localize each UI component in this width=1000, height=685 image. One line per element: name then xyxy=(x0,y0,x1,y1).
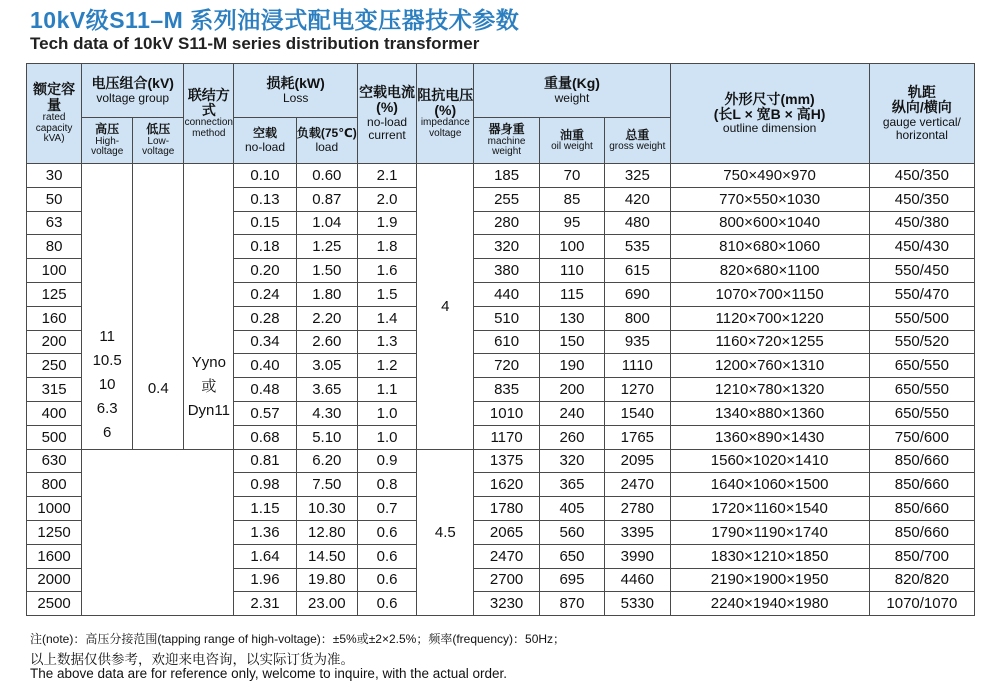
cell-machine-weight: 1170 xyxy=(474,425,539,449)
cell-oil-weight: 110 xyxy=(539,259,604,283)
cell-no-load-loss: 0.57 xyxy=(234,401,296,425)
cell-dimension: 1790×1190×1740 xyxy=(670,520,869,544)
cell-machine-weight: 320 xyxy=(474,235,539,259)
cell-capacity: 2000 xyxy=(27,568,82,592)
cell-oil-weight: 560 xyxy=(539,520,604,544)
cell-machine-weight: 720 xyxy=(474,354,539,378)
cell-machine-weight: 2065 xyxy=(474,520,539,544)
cell-no-load-loss: 0.28 xyxy=(234,306,296,330)
cell-no-load-loss: 0.20 xyxy=(234,259,296,283)
cell-dimension: 1640×1060×1500 xyxy=(670,473,869,497)
cell-no-load-current: 1.9 xyxy=(357,211,416,235)
cell-machine-weight: 185 xyxy=(474,164,539,188)
cell-no-load-loss: 0.34 xyxy=(234,330,296,354)
cell-oil-weight: 260 xyxy=(539,425,604,449)
cell-no-load-current: 2.0 xyxy=(357,187,416,211)
cell-dimension: 1160×720×1255 xyxy=(670,330,869,354)
header-dimension: 外形尺寸(mm) (长L × 宽B × 高H) outline dimension xyxy=(670,64,869,164)
cell-dimension: 820×680×1100 xyxy=(670,259,869,283)
cell-load-loss: 1.04 xyxy=(296,211,357,235)
cell-no-load-current: 1.0 xyxy=(357,401,416,425)
cell-gauge: 450/380 xyxy=(869,211,974,235)
cell-capacity: 63 xyxy=(27,211,82,235)
cell-machine-weight: 3230 xyxy=(474,592,539,616)
cell-capacity: 160 xyxy=(27,306,82,330)
cell-gross-weight: 2780 xyxy=(605,497,670,521)
header-machine-weight: 器身重 machine weight xyxy=(474,118,539,164)
cell-oil-weight: 200 xyxy=(539,378,604,402)
cell-machine-weight: 510 xyxy=(474,306,539,330)
page-title: 10kV级S11–M 系列油浸式配电变压器技术参数 xyxy=(30,7,520,33)
cell-capacity: 400 xyxy=(27,401,82,425)
cell-gross-weight: 2095 xyxy=(605,449,670,473)
header-capacity: 额定容量 rated capacity kVA) xyxy=(27,64,82,164)
cell-gauge: 850/660 xyxy=(869,449,974,473)
cell-gross-weight: 2470 xyxy=(605,473,670,497)
cell-gross-weight: 615 xyxy=(605,259,670,283)
high-voltage-value: 6.3 xyxy=(96,399,118,417)
cell-gauge: 450/430 xyxy=(869,235,974,259)
cell-no-load-loss: 0.10 xyxy=(234,164,296,188)
cell-machine-weight: 440 xyxy=(474,282,539,306)
cell-no-load-current: 0.6 xyxy=(357,568,416,592)
cell-load-loss: 0.87 xyxy=(296,187,357,211)
cell-load-loss: 7.50 xyxy=(296,473,357,497)
cell-gauge: 1070/1070 xyxy=(869,592,974,616)
cell-oil-weight: 70 xyxy=(539,164,604,188)
cell-load-loss: 1.50 xyxy=(296,259,357,283)
cell-gross-weight: 5330 xyxy=(605,592,670,616)
cell-no-load-loss: 1.15 xyxy=(234,497,296,521)
cell-high-voltage-values xyxy=(82,164,133,450)
cell-load-loss: 12.80 xyxy=(296,520,357,544)
high-voltage-value: 10.5 xyxy=(92,351,122,369)
cell-load-loss: 1.80 xyxy=(296,282,357,306)
cell-gauge: 650/550 xyxy=(869,354,974,378)
cell-no-load-current: 1.8 xyxy=(357,235,416,259)
cell-gross-weight: 4460 xyxy=(605,568,670,592)
header-connection: 联结方式 connection method xyxy=(184,64,234,164)
cell-gauge: 850/660 xyxy=(869,497,974,521)
cell-machine-weight: 1620 xyxy=(474,473,539,497)
cell-gross-weight: 935 xyxy=(605,330,670,354)
cell-no-load-current: 0.8 xyxy=(357,473,416,497)
cell-no-load-loss: 0.40 xyxy=(234,354,296,378)
header-gauge: 轨距 纵向/横向 gauge vertical/ horizontal xyxy=(869,64,974,164)
spec-table xyxy=(26,63,975,616)
cell-no-load-loss: 0.98 xyxy=(234,473,296,497)
cell-dimension: 1070×700×1150 xyxy=(670,282,869,306)
cell-load-loss: 3.05 xyxy=(296,354,357,378)
cell-gross-weight: 1765 xyxy=(605,425,670,449)
cell-load-loss: 23.00 xyxy=(296,592,357,616)
cell-oil-weight: 85 xyxy=(539,187,604,211)
header-gross-weight: 总重 gross weight xyxy=(605,118,670,164)
cell-load-loss: 5.10 xyxy=(296,425,357,449)
cell-oil-weight: 190 xyxy=(539,354,604,378)
cell-capacity: 200 xyxy=(27,330,82,354)
cell-no-load-current: 1.5 xyxy=(357,282,416,306)
cell-gauge: 750/600 xyxy=(869,425,974,449)
cell-dimension: 1560×1020×1410 xyxy=(670,449,869,473)
cell-gross-weight: 1110 xyxy=(605,354,670,378)
note-reference-en: The above data are for reference only, welcome to inquire, with the actual order. xyxy=(30,666,508,681)
cell-capacity: 50 xyxy=(27,187,82,211)
cell-gauge: 550/520 xyxy=(869,330,974,354)
table-body xyxy=(27,164,975,616)
cell-no-load-current: 1.6 xyxy=(357,259,416,283)
cell-load-loss: 14.50 xyxy=(296,544,357,568)
cell-impedance-4: 4 xyxy=(417,164,474,450)
cell-machine-weight: 835 xyxy=(474,378,539,402)
cell-oil-weight: 320 xyxy=(539,449,604,473)
cell-dimension: 1720×1160×1540 xyxy=(670,497,869,521)
cell-gross-weight: 1540 xyxy=(605,401,670,425)
cell-dimension: 750×490×970 xyxy=(670,164,869,188)
cell-capacity: 315 xyxy=(27,378,82,402)
note-reference-cn: 以上数据仅供参考，欢迎来电咨询，以实际订货为准。 xyxy=(30,652,354,667)
cell-gauge: 850/660 xyxy=(869,473,974,497)
cell-connection-values xyxy=(184,164,234,450)
page-subtitle: Tech data of 10kV S11-M series distribution transformer xyxy=(30,34,480,53)
high-voltage-value: 6 xyxy=(103,423,112,441)
header-loss: 损耗(kW) Loss xyxy=(234,64,358,118)
cell-no-load-current: 1.3 xyxy=(357,330,416,354)
cell-no-load-loss: 1.36 xyxy=(234,520,296,544)
header-oil-weight: 油重 oil weight xyxy=(539,118,604,164)
table-row xyxy=(27,449,975,473)
cell-oil-weight: 240 xyxy=(539,401,604,425)
cell-gauge: 450/350 xyxy=(869,164,974,188)
cell-gauge: 550/500 xyxy=(869,306,974,330)
cell-dimension: 1200×760×1310 xyxy=(670,354,869,378)
cell-capacity: 30 xyxy=(27,164,82,188)
cell-load-loss: 1.25 xyxy=(296,235,357,259)
cell-capacity: 80 xyxy=(27,235,82,259)
cell-no-load-current: 0.6 xyxy=(357,520,416,544)
cell-no-load-current: 0.6 xyxy=(357,544,416,568)
cell-no-load-loss: 0.13 xyxy=(234,187,296,211)
cell-capacity: 1600 xyxy=(27,544,82,568)
cell-gross-weight: 420 xyxy=(605,187,670,211)
cell-dimension: 1340×880×1360 xyxy=(670,401,869,425)
header-impedance: 阻抗电压(%) impedance voltage xyxy=(417,64,474,164)
cell-gauge: 850/660 xyxy=(869,520,974,544)
cell-load-loss: 0.60 xyxy=(296,164,357,188)
cell-no-load-loss: 0.48 xyxy=(234,378,296,402)
cell-machine-weight: 2470 xyxy=(474,544,539,568)
cell-gross-weight: 535 xyxy=(605,235,670,259)
cell-no-load-loss: 0.68 xyxy=(234,425,296,449)
cell-no-load-loss: 0.15 xyxy=(234,211,296,235)
cell-oil-weight: 130 xyxy=(539,306,604,330)
cell-gauge: 550/470 xyxy=(869,282,974,306)
cell-dimension: 800×600×1040 xyxy=(670,211,869,235)
cell-no-load-current: 1.4 xyxy=(357,306,416,330)
cell-no-load-current: 0.7 xyxy=(357,497,416,521)
cell-no-load-loss: 0.18 xyxy=(234,235,296,259)
cell-oil-weight: 365 xyxy=(539,473,604,497)
cell-oil-weight: 95 xyxy=(539,211,604,235)
cell-gauge: 850/700 xyxy=(869,544,974,568)
cell-load-loss: 10.30 xyxy=(296,497,357,521)
cell-load-loss: 4.30 xyxy=(296,401,357,425)
connection-value: 或 xyxy=(201,377,217,395)
cell-load-loss: 2.60 xyxy=(296,330,357,354)
high-voltage-value: 11 xyxy=(99,327,115,345)
cell-capacity: 800 xyxy=(27,473,82,497)
cell-gross-weight: 325 xyxy=(605,164,670,188)
cell-gross-weight: 690 xyxy=(605,282,670,306)
cell-no-load-current: 1.0 xyxy=(357,425,416,449)
cell-machine-weight: 1375 xyxy=(474,449,539,473)
cell-oil-weight: 870 xyxy=(539,592,604,616)
cell-gauge: 650/550 xyxy=(869,378,974,402)
cell-oil-weight: 100 xyxy=(539,235,604,259)
connection-value: Yyno xyxy=(191,353,226,371)
cell-machine-weight: 1780 xyxy=(474,497,539,521)
cell-capacity: 250 xyxy=(27,354,82,378)
cell-no-load-current: 1.1 xyxy=(357,378,416,402)
cell-impedance-4-5: 4.5 xyxy=(417,449,474,616)
cell-gross-weight: 480 xyxy=(605,211,670,235)
cell-oil-weight: 150 xyxy=(539,330,604,354)
cell-no-load-current: 1.2 xyxy=(357,354,416,378)
cell-dimension: 1360×890×1430 xyxy=(670,425,869,449)
cell-gross-weight: 1270 xyxy=(605,378,670,402)
cell-capacity: 1000 xyxy=(27,497,82,521)
cell-dimension: 770×550×1030 xyxy=(670,187,869,211)
cell-capacity: 2500 xyxy=(27,592,82,616)
table-row xyxy=(27,164,975,188)
cell-no-load-current: 0.9 xyxy=(357,449,416,473)
cell-capacity: 500 xyxy=(27,425,82,449)
cell-capacity: 630 xyxy=(27,449,82,473)
cell-capacity: 125 xyxy=(27,282,82,306)
cell-no-load-current: 0.6 xyxy=(357,592,416,616)
cell-dimension: 1120×700×1220 xyxy=(670,306,869,330)
cell-no-load-loss: 1.96 xyxy=(234,568,296,592)
cell-no-load-loss: 2.31 xyxy=(234,592,296,616)
cell-capacity: 1250 xyxy=(27,520,82,544)
cell-dimension: 1210×780×1320 xyxy=(670,378,869,402)
cell-gauge: 450/350 xyxy=(869,187,974,211)
cell-dimension: 2190×1900×1950 xyxy=(670,568,869,592)
connection-value: Dyn11 xyxy=(187,401,230,419)
cell-blank-merged xyxy=(82,449,234,616)
cell-no-load-loss: 0.81 xyxy=(234,449,296,473)
header-high-voltage: 高压 High-voltage xyxy=(82,118,133,164)
cell-machine-weight: 280 xyxy=(474,211,539,235)
high-voltage-value: 10 xyxy=(98,375,116,393)
cell-load-loss: 6.20 xyxy=(296,449,357,473)
cell-machine-weight: 2700 xyxy=(474,568,539,592)
cell-capacity: 100 xyxy=(27,259,82,283)
cell-load-loss: 2.20 xyxy=(296,306,357,330)
cell-no-load-loss: 1.64 xyxy=(234,544,296,568)
cell-machine-weight: 1010 xyxy=(474,401,539,425)
cell-load-loss: 19.80 xyxy=(296,568,357,592)
cell-machine-weight: 610 xyxy=(474,330,539,354)
cell-machine-weight: 255 xyxy=(474,187,539,211)
header-voltage-group: 电压组合(kV) voltage group xyxy=(82,64,184,118)
cell-low-voltage-value: 0.4 xyxy=(133,164,184,450)
header-no-load-current: 空载电流(%) no-load current xyxy=(357,64,416,164)
cell-oil-weight: 695 xyxy=(539,568,604,592)
cell-gauge: 650/550 xyxy=(869,401,974,425)
cell-dimension: 2240×1940×1980 xyxy=(670,592,869,616)
header-no-load-loss: 空载 no-load xyxy=(234,118,296,164)
header-weight: 重量(Kg) weight xyxy=(474,64,670,118)
cell-no-load-current: 2.1 xyxy=(357,164,416,188)
cell-oil-weight: 405 xyxy=(539,497,604,521)
header-load-loss: 负载(75℃) load xyxy=(296,118,357,164)
cell-dimension: 1830×1210×1850 xyxy=(670,544,869,568)
cell-oil-weight: 115 xyxy=(539,282,604,306)
cell-gross-weight: 3990 xyxy=(605,544,670,568)
cell-no-load-loss: 0.24 xyxy=(234,282,296,306)
note-tapping: 注(note)：高压分接范围(tapping range of high-voltage)：±5%或±2×2.5%；频率(frequency)：50Hz； xyxy=(30,632,566,646)
cell-gross-weight: 3395 xyxy=(605,520,670,544)
header-low-voltage: 低压 Low-voltage xyxy=(133,118,184,164)
cell-load-loss: 3.65 xyxy=(296,378,357,402)
cell-machine-weight: 380 xyxy=(474,259,539,283)
cell-gauge: 550/450 xyxy=(869,259,974,283)
cell-gauge: 820/820 xyxy=(869,568,974,592)
cell-gross-weight: 800 xyxy=(605,306,670,330)
cell-oil-weight: 650 xyxy=(539,544,604,568)
cell-dimension: 810×680×1060 xyxy=(670,235,869,259)
